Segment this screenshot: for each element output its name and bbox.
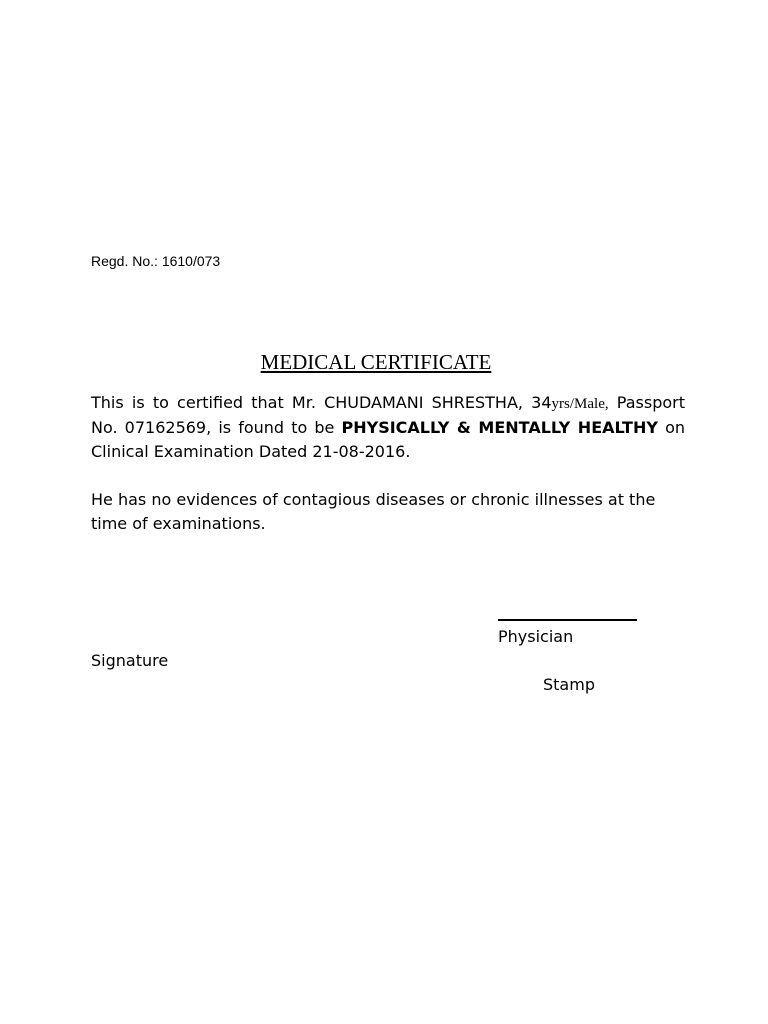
examination-date-text: on Clinical Examination Dated 21-08-2016. bbox=[91, 418, 685, 461]
health-status: PHYSICALLY & MENTALLY HEALTHY bbox=[341, 418, 658, 437]
certification-intro: This is to certified that Mr. CHUDAMANI SHRESTHA, 34 bbox=[91, 393, 552, 412]
signature-line bbox=[498, 619, 637, 621]
age-gender: yrs/Male, bbox=[551, 396, 609, 412]
stamp-label: Stamp bbox=[543, 675, 595, 694]
certification-paragraph bbox=[91, 391, 685, 464]
registration-number: Regd. No.: 1610/073 bbox=[91, 253, 221, 269]
page-title: MEDICAL CERTIFICATE bbox=[260, 350, 492, 374]
passport-text: Passport No. 07162569, is found to be bbox=[91, 393, 685, 437]
physician-label: Physician bbox=[498, 627, 574, 646]
signature-label: Signature bbox=[91, 651, 169, 670]
disease-statement: He has no evidences of contagious diseases or chronic illnesses at the time of examinations. bbox=[91, 490, 656, 533]
